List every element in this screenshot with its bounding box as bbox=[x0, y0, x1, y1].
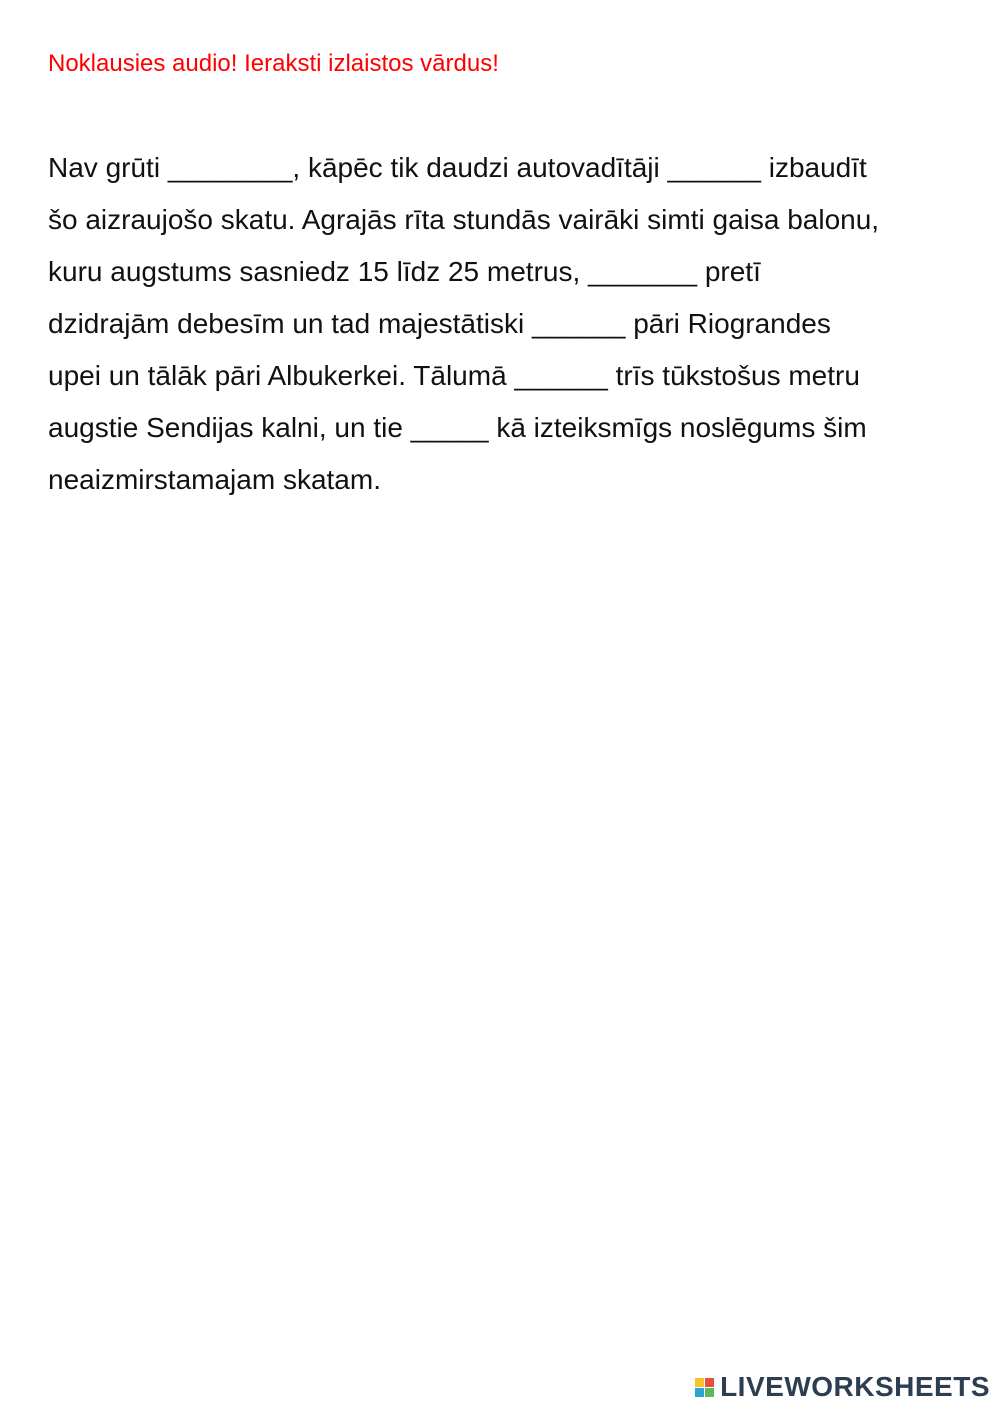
passage-line: Nav grūti ________, kāpēc tik daudzi autovadītāji ______ izbaudīt bbox=[48, 152, 867, 183]
liveworksheets-logo bbox=[695, 1371, 990, 1403]
fill-in-passage bbox=[48, 142, 968, 506]
liveworksheets-logo-icon bbox=[695, 1378, 714, 1397]
passage-line: kuru augstums sasniedz 15 līdz 25 metrus, _______ pretī bbox=[48, 256, 761, 287]
passage-line: upei un tālāk pāri Albukerkei. Tālumā ______ trīs tūkstošus metru bbox=[48, 360, 860, 391]
logo-wordmark: LIVEWORKSHEETS bbox=[720, 1371, 990, 1402]
passage-line: šo aizraujošo skatu. Agrajās rīta stundās vairāki simti gaisa balonu, bbox=[48, 204, 880, 235]
passage-line: dzidrajām debesīm un tad majestātiski ______ pāri Riograndes bbox=[48, 308, 831, 339]
passage-line: neaizmirstamajam skatam. bbox=[48, 464, 381, 495]
instruction-text: Noklausies audio! Ieraksti izlaistos vārdus! bbox=[48, 50, 499, 77]
passage-line: augstie Sendijas kalni, un tie _____ kā izteiksmīgs noslēgums šim bbox=[48, 412, 867, 443]
